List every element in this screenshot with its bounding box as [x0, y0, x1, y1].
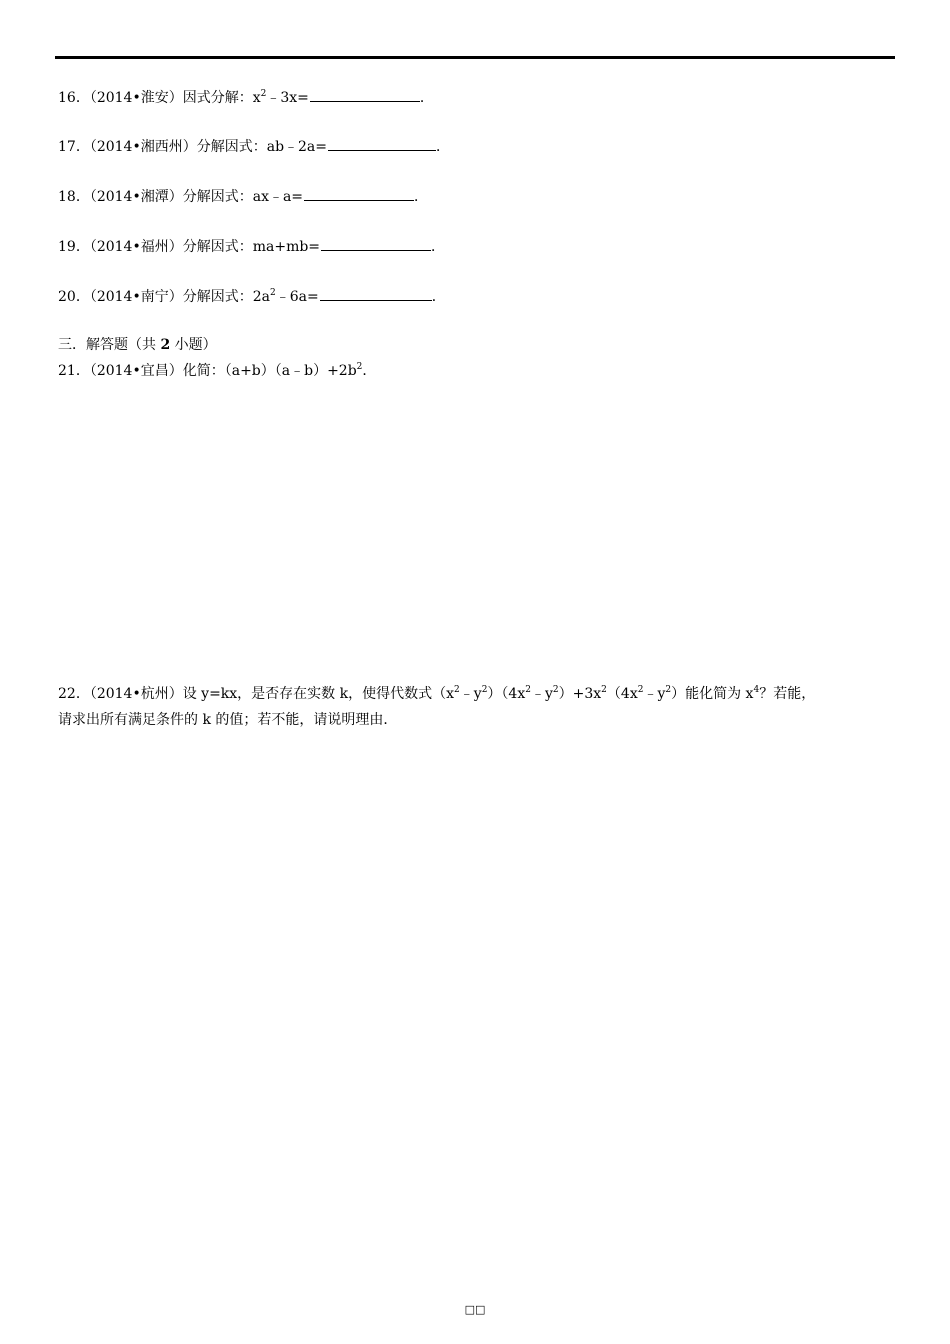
- question-number: 21．: [58, 363, 90, 379]
- question-prompt: 化简：（a+b）（a﹣b）+2b: [182, 363, 357, 379]
- period: ．: [431, 289, 446, 305]
- question-22: [58, 684, 815, 704]
- exponent: 2: [269, 288, 276, 298]
- question-prompt: 分解因式：: [196, 139, 267, 155]
- section-title-text: 小题）: [170, 337, 217, 353]
- period: ．: [414, 189, 429, 205]
- exponent: 4: [753, 685, 760, 695]
- exponent: 2: [552, 685, 559, 695]
- section-count: 2: [160, 337, 171, 353]
- answer-blank[interactable]: [304, 186, 414, 201]
- question-16: [58, 87, 434, 108]
- question-number: 22．: [58, 686, 90, 702]
- exponent: 2: [525, 685, 531, 695]
- question-text: ﹣y: [643, 686, 666, 702]
- question-source: （2014•湘西州）: [89, 139, 197, 155]
- exponent: 2: [637, 685, 644, 695]
- exponent: 2: [260, 89, 267, 99]
- question-prompt: 分解因式：: [182, 239, 253, 255]
- question-prompt: 分解因式：: [182, 189, 253, 205]
- question-22-line-2: 请求出所有满足条件的 k 的值；若不能，请说明理由．: [58, 712, 398, 728]
- question-text: ）（4x: [487, 686, 526, 702]
- exponent: 2: [665, 685, 672, 695]
- question-source: （2014•南宁）: [89, 289, 183, 305]
- question-source: （2014•淮安）: [89, 90, 183, 106]
- answer-blank[interactable]: [328, 136, 436, 151]
- question-17: [58, 136, 450, 157]
- period: ．: [362, 363, 377, 379]
- question-number: 20．: [58, 289, 90, 305]
- question-text: （4x: [606, 686, 638, 702]
- expr-part: ax﹣a=: [252, 189, 304, 205]
- section-title-text: 三．解答题（共: [58, 337, 161, 353]
- question-number: 19．: [58, 239, 90, 255]
- expr-part: 2a: [252, 289, 270, 305]
- question-source: （2014•杭州）: [89, 686, 183, 702]
- question-prompt: 因式分解：: [182, 90, 253, 106]
- expr-part: ﹣3x=: [266, 90, 309, 106]
- exponent: 2: [601, 685, 607, 695]
- question-20: [58, 286, 446, 307]
- expr-part: x: [252, 90, 261, 106]
- question-number: 16．: [58, 90, 90, 106]
- question-source: （2014•福州）: [89, 239, 183, 255]
- period: ．: [436, 139, 451, 155]
- page-footer: □□: [464, 1303, 486, 1316]
- answer-blank[interactable]: [321, 236, 431, 251]
- question-text: ﹣y: [530, 686, 553, 702]
- exponent: 2: [481, 685, 488, 695]
- answer-blank[interactable]: [320, 286, 432, 301]
- question-number: 17．: [58, 139, 90, 155]
- question-text: ）+3x: [558, 686, 602, 702]
- answer-blank[interactable]: [310, 87, 420, 102]
- question-source: （2014•湘潭）: [89, 189, 183, 205]
- period: ．: [419, 90, 434, 106]
- section-title: [58, 335, 217, 355]
- question-text: ﹣y: [459, 686, 482, 702]
- question-21: [58, 361, 376, 381]
- question-text: ）能化简为 x: [671, 686, 754, 702]
- question-number: 18．: [58, 189, 90, 205]
- expr-part: ab﹣2a=: [266, 139, 328, 155]
- question-source: （2014•宜昌）: [89, 363, 183, 379]
- period: ．: [431, 239, 446, 255]
- header-rule: [55, 56, 895, 59]
- question-text: 设 y=kx，是否存在实数 k，使得代数式（x: [182, 686, 455, 702]
- expr-part: ﹣6a=: [275, 289, 319, 305]
- question-18: [58, 186, 428, 207]
- question-text: ？若能，: [759, 686, 816, 702]
- exponent: 2: [356, 362, 363, 372]
- question-prompt: 分解因式：: [182, 289, 253, 305]
- question-19: [58, 236, 445, 257]
- expr-part: ma+mb=: [252, 239, 321, 255]
- exponent: 2: [454, 685, 460, 695]
